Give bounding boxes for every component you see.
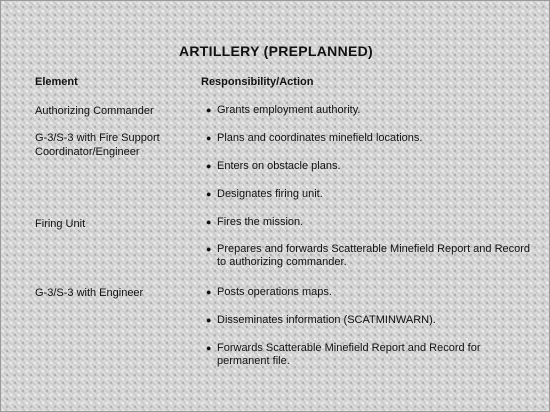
bullet-icon: ● xyxy=(206,343,212,353)
bullet-icon: ● xyxy=(206,287,212,297)
action-item: ● Designates firing unit. xyxy=(206,188,323,200)
bullet-icon: ● xyxy=(206,105,212,115)
action-item: ● Plans and coordinates minefield locations. xyxy=(206,132,423,144)
action-item: ● Posts operations maps. xyxy=(206,286,332,298)
element-g3-s3-engineer: G-3/S-3 with Engineer xyxy=(35,287,144,299)
element-firing-unit: Firing Unit xyxy=(35,218,86,230)
bullet-icon: ● xyxy=(206,161,212,171)
bullet-icon: ● xyxy=(206,133,212,143)
element-g3-s3-fsc-engineer: G-3/S-3 with Fire Support Coordinator/Engineer xyxy=(35,132,160,158)
page-title: ARTILLERY (PREPLANNED) xyxy=(178,43,374,59)
action-item: ● Disseminates information (SCATMINWARN). xyxy=(206,314,436,326)
element-authorizing-commander: Authorizing Commander xyxy=(35,105,154,117)
bullet-icon: ● xyxy=(206,244,212,254)
responsibility-column-header: Responsibility/Action xyxy=(201,76,314,88)
action-item: ● Enters on obstacle plans. xyxy=(206,160,341,172)
action-item: ● Forwards Scatterable Minefield Report and Record for permanent file. xyxy=(206,342,481,367)
bullet-icon: ● xyxy=(206,217,212,227)
bullet-icon: ● xyxy=(206,189,212,199)
action-item: ● Fires the mission. xyxy=(206,216,304,228)
action-item: ● Prepares and forwards Scatterable Minefield Report and Record to authorizing commander. xyxy=(206,243,531,268)
element-column-header: Element xyxy=(35,76,78,88)
action-item: ● Grants employment authority. xyxy=(206,104,361,116)
bullet-icon: ● xyxy=(206,315,212,325)
